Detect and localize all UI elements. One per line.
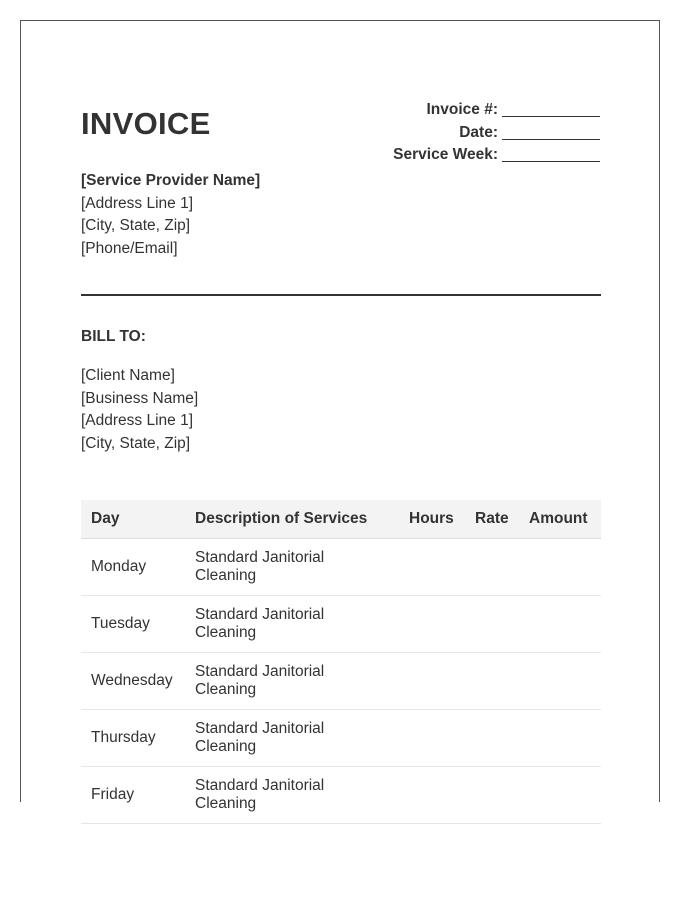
cell-description bbox=[185, 596, 399, 653]
invoice-title: INVOICE bbox=[81, 106, 211, 141]
invoice-number-field[interactable] bbox=[502, 100, 600, 117]
invoice-page bbox=[20, 20, 660, 812]
cell-amount[interactable] bbox=[519, 539, 601, 596]
description-text: Standard Janitorial Cleaning bbox=[195, 777, 325, 812]
cell-rate[interactable] bbox=[465, 710, 519, 767]
business-name: [Business Name] bbox=[81, 389, 199, 407]
cell-description bbox=[185, 767, 399, 824]
cell-description bbox=[185, 653, 399, 710]
column-header-rate: Rate bbox=[465, 500, 519, 539]
table-header-row bbox=[81, 500, 601, 539]
section-divider bbox=[81, 294, 601, 296]
cell-hours[interactable] bbox=[399, 539, 465, 596]
column-header-hours: Hours bbox=[399, 500, 465, 539]
cell-rate[interactable] bbox=[465, 596, 519, 653]
provider-contact: [Phone/Email] bbox=[81, 239, 178, 257]
table-row bbox=[81, 539, 601, 596]
cell-day: Monday bbox=[81, 539, 185, 596]
cell-hours[interactable] bbox=[399, 653, 465, 710]
cell-description bbox=[185, 710, 399, 767]
description-text: Standard Janitorial Cleaning bbox=[195, 549, 325, 584]
column-header-amount: Amount bbox=[519, 500, 601, 539]
cell-rate[interactable] bbox=[465, 539, 519, 596]
services-table bbox=[81, 500, 601, 824]
cell-rate[interactable] bbox=[465, 767, 519, 824]
provider-block bbox=[81, 170, 260, 260]
client-name: [Client Name] bbox=[81, 367, 175, 384]
cell-day: Tuesday bbox=[81, 596, 185, 653]
cell-rate[interactable] bbox=[465, 653, 519, 710]
bill-to-heading: BILL TO: bbox=[81, 328, 146, 345]
provider-address-line1: [Address Line 1] bbox=[81, 194, 194, 212]
invoice-number-label: Invoice #: bbox=[426, 101, 498, 118]
provider-name: [Service Provider Name] bbox=[81, 172, 261, 189]
cell-amount[interactable] bbox=[519, 767, 601, 824]
service-week-field[interactable] bbox=[502, 145, 600, 162]
invoice-date-field[interactable] bbox=[502, 123, 600, 140]
cell-day: Wednesday bbox=[81, 653, 185, 710]
cell-amount[interactable] bbox=[519, 653, 601, 710]
description-text: Standard Janitorial Cleaning bbox=[195, 720, 325, 755]
cell-hours[interactable] bbox=[399, 767, 465, 824]
description-text: Standard Janitorial Cleaning bbox=[195, 663, 325, 698]
invoice-number-row bbox=[393, 99, 600, 122]
table-row bbox=[81, 767, 601, 824]
cell-description bbox=[185, 539, 399, 596]
column-header-description: Description of Services bbox=[185, 500, 399, 539]
invoice-date-row bbox=[393, 122, 600, 145]
invoice-date-label: Date: bbox=[459, 123, 498, 141]
table-row bbox=[81, 596, 601, 653]
client-city-state-zip: [City, State, Zip] bbox=[81, 434, 191, 452]
table-row bbox=[81, 653, 601, 710]
cell-hours[interactable] bbox=[399, 596, 465, 653]
cell-amount[interactable] bbox=[519, 710, 601, 767]
bill-to-block bbox=[81, 365, 198, 455]
provider-city-state-zip: [City, State, Zip] bbox=[81, 217, 191, 234]
column-header-day: Day bbox=[81, 500, 185, 539]
description-text: Standard Janitorial Cleaning bbox=[195, 606, 325, 641]
invoice-meta bbox=[393, 99, 600, 167]
cell-amount[interactable] bbox=[519, 596, 601, 653]
cell-day: Friday bbox=[81, 767, 185, 824]
cell-day: Thursday bbox=[81, 710, 185, 767]
client-address-line1: [Address Line 1] bbox=[81, 412, 194, 429]
cell-hours[interactable] bbox=[399, 710, 465, 767]
service-week-row bbox=[393, 144, 600, 167]
table-row bbox=[81, 710, 601, 767]
service-week-label: Service Week: bbox=[393, 146, 498, 163]
